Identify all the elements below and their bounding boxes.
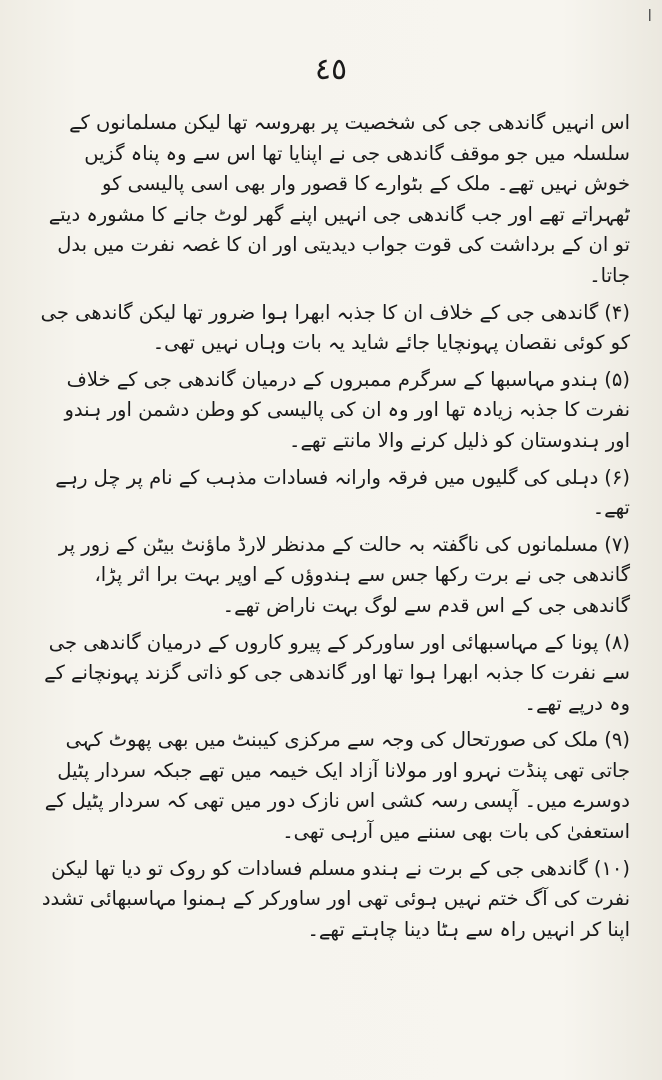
paragraph-6 xyxy=(40,463,630,524)
paragraph-text: مسلمانوں کی ناگفتہ بہ حالت کے مدنظر لارڈ ماؤنٹ بیٹن کے زور پر گاندھی جی نے برت رکھا جس سے ہندوؤں کے اوپر بہت برا اثر پڑا، گاندھی جی کے اس قدم سے لوگ بہت ناراض تھے۔ xyxy=(58,532,630,617)
paragraph-text: ہندو مہاسبھا کے سرگرم ممبروں کے درمیان گاندھی جی کے خلاف نفرت کا جذبہ زیادہ تھا اور وہ ان کی پالیسی کو وطن دشمن اور ہندو اور ہندوستان کو ذلیل کرنے والا مانتے تھے۔ xyxy=(64,367,630,452)
paragraph-number: (۱۰) xyxy=(593,856,630,880)
paragraph-9 xyxy=(40,725,630,847)
page-number: ٤٥ xyxy=(314,52,348,87)
page-body-text xyxy=(40,108,630,951)
paragraph-text: پونا کے مہاسبھائی اور ساورکر کے پیرو کاروں کے درمیان گاندھی جی سے نفرت کا جذبہ ابھرا ہوا تھا اور گاندھی جی کو ذاتی گزند پہونچانے کے وہ درپے تھے۔ xyxy=(44,630,630,715)
paragraph-number: (۶) xyxy=(604,465,630,489)
paragraph-continued xyxy=(40,108,630,292)
paragraph-text: اس انہیں گاندھی جی کی شخصیت پر بھروسہ تھا لیکن مسلمانوں کے سلسلہ میں جو موقف گاندھی جی نے اپنایا تھا اس سے وہ پناہ گزیں خوش نہیں تھے۔ ملک کے بٹوارے کا قصور وار بھی اسی پالیسی کو ٹھہراتے تھے اور جب گاندھی جی انہیں اپنے گھر لوٹ جانے کا مشورہ دیتے تو ان کے برداشت کی قوت جواب دیدیتی اور ان کا غصہ نفرت میں بدل جاتا۔ xyxy=(48,111,630,287)
paragraph-text: گاندھی جی کے خلاف ان کا جذبہ ابھرا ہوا ضرور تھا لیکن گاندھی جی کو کوئی نقصان پہونچایا جائے شاید یہ بات وہاں نہیں تھی۔ xyxy=(40,300,630,355)
paragraph-number: (۵) xyxy=(604,367,630,391)
paragraph-number: (۷) xyxy=(604,532,630,556)
page-edge-mark: ا xyxy=(647,6,652,25)
paragraph-text: ملک کی صورتحال کی وجہ سے مرکزی کیبنٹ میں بھی پھوٹ کہی جاتی تھی پنڈت نہرو اور مولانا آزاد ایک خیمہ میں تھے جبکہ سردار پٹیل دوسرے میں۔ آپسی رسہ کشی اس نازک دور میں تھی کہ سردار پٹیل کے استعفیٰ کی بات بھی سننے میں آرہی تھی۔ xyxy=(44,728,630,844)
paragraph-10 xyxy=(40,854,630,946)
paragraph-5 xyxy=(40,365,630,457)
paragraph-4 xyxy=(40,298,630,359)
paragraph-number: (۹) xyxy=(604,728,630,752)
paragraph-number: (۸) xyxy=(604,630,630,654)
paragraph-number: (۴) xyxy=(604,300,630,324)
paragraph-8 xyxy=(40,628,630,720)
paragraph-text: گاندھی جی کے برت نے ہندو مسلم فسادات کو روک تو دیا تھا لیکن نفرت کی آگ ختم نہیں ہوئی تھی اور ساورکر کے ہمنوا مہاسبھائی تشدد اپنا کر انہیں راہ سے ہٹا دینا چاہتے تھے۔ xyxy=(41,856,630,941)
paragraph-7 xyxy=(40,530,630,622)
paragraph-text: دہلی کی گلیوں میں فرقہ وارانہ فسادات مذہب کے نام پر چل رہے تھے۔ xyxy=(55,465,630,520)
